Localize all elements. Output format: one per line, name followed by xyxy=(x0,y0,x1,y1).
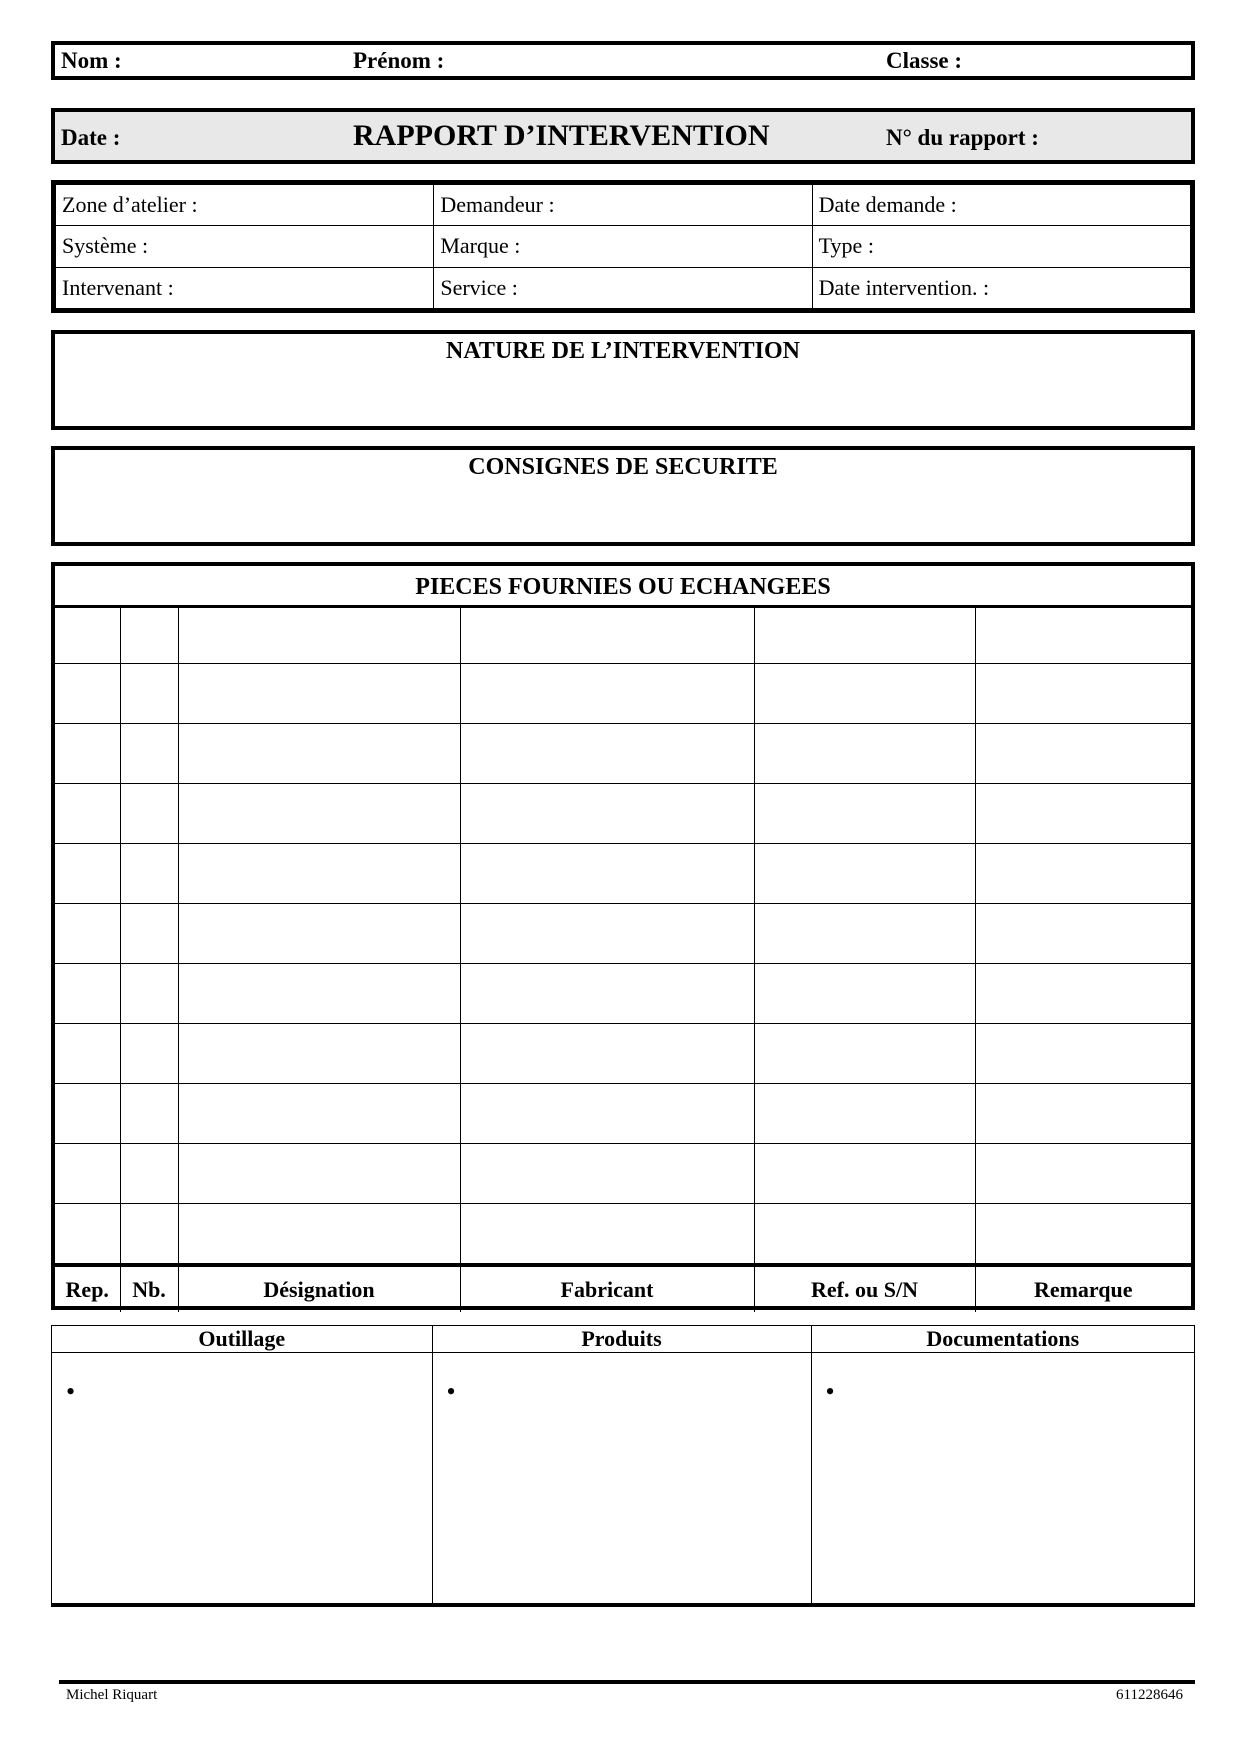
nom-label: Nom : xyxy=(61,48,122,73)
parts-row xyxy=(55,1204,1191,1266)
parts-column-header: Rep. xyxy=(55,1265,120,1312)
parts-cell[interactable] xyxy=(55,1144,120,1204)
parts-cell[interactable] xyxy=(120,1024,178,1084)
parts-cell[interactable] xyxy=(55,964,120,1024)
parts-cell[interactable] xyxy=(460,608,754,664)
parts-cell[interactable] xyxy=(460,1144,754,1204)
parts-cell[interactable] xyxy=(178,1144,460,1204)
parts-cell[interactable] xyxy=(975,964,1191,1024)
parts-table xyxy=(51,562,1195,1310)
parts-cell[interactable] xyxy=(178,784,460,844)
resources-table xyxy=(51,1325,1195,1607)
parts-cell[interactable] xyxy=(754,904,975,964)
parts-column-header: Nb. xyxy=(120,1265,178,1312)
parts-row xyxy=(55,904,1191,964)
parts-cell[interactable] xyxy=(120,1084,178,1144)
identity-header xyxy=(51,41,1195,80)
info-cell[interactable]: Service : xyxy=(434,267,812,308)
info-cell[interactable]: Type : xyxy=(812,226,1190,267)
parts-row xyxy=(55,1084,1191,1144)
outillage-cell[interactable] xyxy=(52,1353,432,1604)
parts-row xyxy=(55,664,1191,724)
parts-cell[interactable] xyxy=(55,1084,120,1144)
parts-cell[interactable] xyxy=(754,1144,975,1204)
info-cell[interactable]: Date intervention. : xyxy=(812,267,1190,308)
bullet-icon: • xyxy=(825,1377,835,1406)
info-row xyxy=(56,226,1191,267)
footer-author: Michel Riquart xyxy=(66,1687,158,1703)
nature-section xyxy=(51,330,1195,430)
info-cell[interactable]: Système : xyxy=(56,226,434,267)
parts-cell[interactable] xyxy=(178,964,460,1024)
produits-header: Produits xyxy=(432,1326,811,1353)
parts-cell[interactable] xyxy=(55,904,120,964)
parts-cell[interactable] xyxy=(460,904,754,964)
info-row xyxy=(56,267,1191,308)
parts-cell[interactable] xyxy=(460,964,754,1024)
parts-cell[interactable] xyxy=(178,664,460,724)
bullet-icon: • xyxy=(446,1377,456,1406)
parts-cell[interactable] xyxy=(120,844,178,904)
parts-cell[interactable] xyxy=(178,1204,460,1266)
parts-cell[interactable] xyxy=(754,608,975,664)
parts-cell[interactable] xyxy=(178,1084,460,1144)
info-cell[interactable]: Marque : xyxy=(434,226,812,267)
parts-column-header: Désignation xyxy=(178,1265,460,1312)
bullet-icon: • xyxy=(66,1377,76,1406)
documentations-header: Documentations xyxy=(811,1326,1194,1353)
parts-cell[interactable] xyxy=(975,608,1191,664)
documentations-cell[interactable] xyxy=(811,1353,1194,1604)
parts-cell[interactable] xyxy=(120,664,178,724)
parts-row xyxy=(55,784,1191,844)
consignes-title: CONSIGNES DE SECURITE xyxy=(468,454,778,480)
parts-row xyxy=(55,724,1191,784)
parts-cell[interactable] xyxy=(460,784,754,844)
parts-cell[interactable] xyxy=(55,608,120,664)
parts-cell[interactable] xyxy=(120,1204,178,1266)
parts-cell[interactable] xyxy=(975,1204,1191,1266)
parts-cell[interactable] xyxy=(55,784,120,844)
parts-column-header: Ref. ou S/N xyxy=(754,1265,975,1312)
parts-cell[interactable] xyxy=(120,608,178,664)
parts-row xyxy=(55,608,1191,664)
parts-cell[interactable] xyxy=(975,1144,1191,1204)
parts-cell[interactable] xyxy=(754,724,975,784)
parts-cell[interactable] xyxy=(55,724,120,784)
report-header xyxy=(51,108,1195,164)
footer-divider xyxy=(59,1680,1195,1684)
info-cell[interactable]: Intervenant : xyxy=(56,267,434,308)
prenom-label: Prénom : xyxy=(353,48,445,73)
parts-cell[interactable] xyxy=(178,724,460,784)
parts-cell[interactable] xyxy=(460,724,754,784)
parts-cell[interactable] xyxy=(460,1204,754,1266)
parts-row xyxy=(55,844,1191,904)
parts-cell[interactable] xyxy=(975,784,1191,844)
report-number-label: N° du rapport : xyxy=(886,125,1039,150)
info-cell[interactable]: Demandeur : xyxy=(434,185,812,226)
parts-column-header: Fabricant xyxy=(460,1265,754,1312)
parts-cell[interactable] xyxy=(178,844,460,904)
outillage-header: Outillage xyxy=(52,1326,432,1353)
parts-cell[interactable] xyxy=(975,1084,1191,1144)
parts-cell[interactable] xyxy=(55,844,120,904)
parts-cell[interactable] xyxy=(975,724,1191,784)
parts-row xyxy=(55,1144,1191,1204)
info-cell[interactable]: Zone d’atelier : xyxy=(56,185,434,226)
parts-header-row xyxy=(55,1265,1191,1312)
parts-cell[interactable] xyxy=(754,844,975,904)
parts-cell[interactable] xyxy=(460,1024,754,1084)
info-grid xyxy=(51,180,1195,313)
report-title: RAPPORT D’INTERVENTION xyxy=(353,119,770,152)
info-cell[interactable]: Date demande : xyxy=(812,185,1190,226)
parts-cell[interactable] xyxy=(754,1204,975,1266)
footer-code: 611228646 xyxy=(1116,1687,1183,1703)
parts-cell[interactable] xyxy=(754,1024,975,1084)
parts-cell[interactable] xyxy=(178,904,460,964)
parts-cell[interactable] xyxy=(55,664,120,724)
date-label: Date : xyxy=(61,125,121,150)
parts-cell[interactable] xyxy=(754,784,975,844)
parts-cell[interactable] xyxy=(178,1024,460,1084)
parts-cell[interactable] xyxy=(178,608,460,664)
parts-cell[interactable] xyxy=(55,1024,120,1084)
parts-cell[interactable] xyxy=(975,844,1191,904)
produits-cell[interactable] xyxy=(432,1353,811,1604)
parts-cell[interactable] xyxy=(120,784,178,844)
parts-cell[interactable] xyxy=(754,1084,975,1144)
parts-cell[interactable] xyxy=(975,904,1191,964)
parts-row xyxy=(55,964,1191,1024)
parts-title: PIECES FOURNIES OU ECHANGEES xyxy=(55,566,1191,608)
info-row xyxy=(56,185,1191,226)
nature-title: NATURE DE L’INTERVENTION xyxy=(446,338,800,364)
parts-cell[interactable] xyxy=(120,1144,178,1204)
parts-cell[interactable] xyxy=(754,964,975,1024)
parts-cell[interactable] xyxy=(55,1204,120,1266)
classe-label: Classe : xyxy=(886,48,963,73)
parts-row xyxy=(55,1024,1191,1084)
parts-cell[interactable] xyxy=(460,1084,754,1144)
parts-column-header: Remarque xyxy=(975,1265,1191,1312)
consignes-section xyxy=(51,446,1195,546)
parts-cell[interactable] xyxy=(120,724,178,784)
parts-cell[interactable] xyxy=(460,844,754,904)
parts-cell[interactable] xyxy=(460,664,754,724)
parts-cell[interactable] xyxy=(975,664,1191,724)
parts-cell[interactable] xyxy=(120,904,178,964)
parts-cell[interactable] xyxy=(120,964,178,1024)
parts-cell[interactable] xyxy=(975,1024,1191,1084)
parts-cell[interactable] xyxy=(754,664,975,724)
